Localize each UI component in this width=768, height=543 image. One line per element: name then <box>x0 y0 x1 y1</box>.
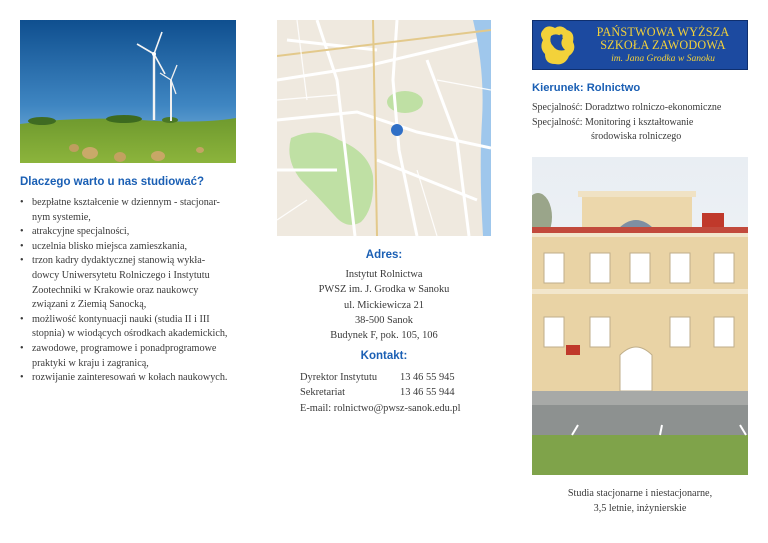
reason-text: atrakcyjne specjalności, <box>32 226 130 238</box>
contact-row <box>300 370 500 385</box>
reasons-list <box>20 196 242 386</box>
reason-text: możliwość kontynuacji nauki (studia II i III <box>32 313 210 325</box>
address-line: 38-500 Sanok <box>354 314 413 326</box>
study-mode-caption <box>512 487 768 517</box>
list-item <box>20 298 242 313</box>
contact-label: Sekretariat <box>300 387 346 399</box>
list-item <box>20 371 242 386</box>
logo-line: PAŃSTWOWA WYŻSZA <box>596 24 730 39</box>
university-logo-banner <box>532 20 748 70</box>
list-item <box>20 357 242 372</box>
list-item <box>20 342 242 357</box>
contact-heading: Kontakt: <box>360 350 408 362</box>
address-line: PWSZ im. J. Grodka w Sanoku <box>318 284 450 296</box>
reason-text: praktyki w kraju i zagranicą, <box>32 357 149 369</box>
field-of-study-heading: Kierunek: Rolnictwo <box>532 82 641 94</box>
reason-text: Zootechniki w Krakowie oraz naukowcy <box>32 284 199 296</box>
contact-label: Dyrektor Instytutu <box>300 372 378 383</box>
list-item <box>20 196 242 211</box>
wind-turbines-photo <box>20 20 236 163</box>
reason-text: związani z Ziemią Sanocką, <box>32 299 147 311</box>
reason-text: bezpłatne kształcenie w dziennym - stacjonar- <box>32 197 220 208</box>
caption-line: 3,5 letnie, inżynierskie <box>593 502 687 514</box>
list-item <box>20 254 242 269</box>
address-line: Budynek F, pok. 105, 106 <box>330 330 438 342</box>
list-item <box>20 284 242 299</box>
reason-text: nym systemie, <box>32 211 91 223</box>
location-map[interactable] <box>277 20 491 236</box>
reason-text: uczelnia blisko miejsca zamieszkania, <box>32 240 188 252</box>
reason-text: zawodowe, programowe i ponadprogramowe <box>32 342 217 354</box>
list-item <box>20 269 242 284</box>
reason-text: dowcy Uniwersytetu Rolniczego i Instytutu <box>32 269 210 281</box>
why-study-heading: Dlaczego warto u nas studiować? <box>20 176 205 188</box>
list-item <box>20 240 242 255</box>
list-item <box>20 313 242 328</box>
reason-text: stopnia) w wiodących ośrodkach akademickich, <box>32 328 228 340</box>
reason-text: trzon kadry dydaktycznej stanowią wykła- <box>32 255 206 267</box>
logo-line: im. Jana Grodka w Sanoku <box>611 52 715 64</box>
phone-number[interactable]: 13 46 55 945 <box>400 372 455 383</box>
specialization-line: Specjalność: Monitoring i kształtowanie <box>532 116 694 128</box>
contact-block <box>300 370 500 416</box>
list-item <box>20 327 242 342</box>
lion-crest-icon <box>537 22 579 68</box>
caption-line: Studia stacjonarne i niestacjonarne, <box>567 488 713 499</box>
phone-number[interactable]: 13 46 55 944 <box>400 387 455 399</box>
specialization-line: środowiska rolniczego <box>591 131 682 142</box>
address-block <box>256 267 512 343</box>
logo-text <box>579 26 747 65</box>
logo-line: SZKOŁA ZAWODOWA <box>600 37 726 52</box>
contact-row <box>300 385 500 400</box>
email-link[interactable]: E-mail: rolnictwo@pwsz-sanok.edu.pl <box>300 402 461 414</box>
address-line: ul. Mickiewicza 21 <box>344 299 424 311</box>
specialization-line: Specjalność: Doradztwo rolniczo-ekonomiczne <box>532 102 722 113</box>
list-item <box>20 225 242 240</box>
institute-building-photo <box>532 157 748 475</box>
address-line: Instytut Rolnictwa <box>345 269 423 280</box>
specializations <box>532 101 757 145</box>
list-item <box>20 211 242 226</box>
address-heading: Adres: <box>365 249 403 261</box>
reason-text: rozwijanie zainteresowań w kołach naukowych. <box>32 372 228 384</box>
